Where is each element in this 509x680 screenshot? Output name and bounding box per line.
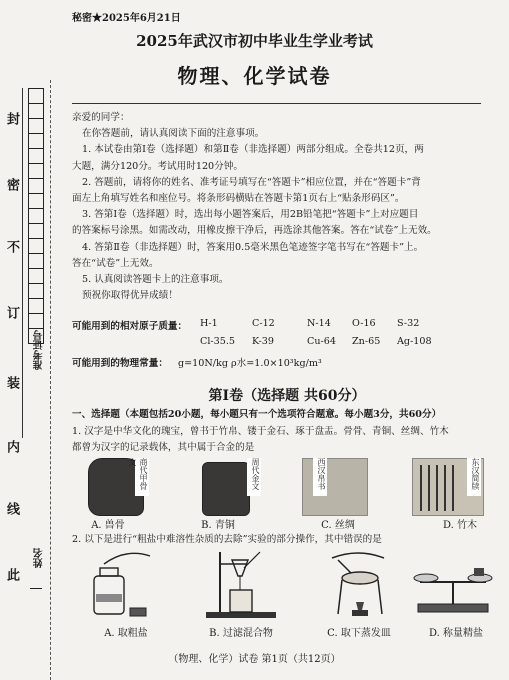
atomic-mass-label: 可能用到的相对原子质量： bbox=[72, 321, 188, 332]
exam-number-label: 准考证号 bbox=[34, 330, 45, 370]
instruction-line: 面左上角填写姓名和座位号。将条形码横贴在答题卡第1页右上“贴条形码区”。 bbox=[72, 193, 405, 205]
name-underline bbox=[30, 588, 42, 589]
secret-date: 秘密★2025年6月21日 bbox=[72, 13, 181, 24]
seal-char-5: 装 bbox=[4, 376, 19, 389]
instruction-line: 2. 答题前，请将你的姓名、准考证号填写在“答题卡”相应位置，并在“答题卡”背 bbox=[82, 176, 421, 188]
q1-option-d[interactable]: D. 竹木 bbox=[442, 520, 478, 531]
spoon-bottle-icon bbox=[86, 550, 166, 620]
q1-b-inset: 周代金文 bbox=[247, 458, 261, 496]
q2-option-d[interactable]: D. 称量精盐 bbox=[428, 628, 484, 639]
instruction-line: 4. 答第Ⅱ卷（非选择题）时，答案用0.5毫米黑色笔迹签字笔书写在“答题卡”上。 bbox=[82, 241, 424, 253]
bronze-vessel-image bbox=[202, 462, 250, 516]
seal-char-7: 线 bbox=[4, 502, 19, 515]
q1-text-line1: 1. 汉字是中华文化的瑰宝，曾书于竹帛、镂于金石、琢于盘盂。骨骨、青铜、丝绸、竹木 bbox=[72, 426, 449, 437]
section-title: 第Ⅰ卷（选择题 共60分） bbox=[208, 388, 366, 404]
q1-a-inset: 商代甲骨文 bbox=[135, 458, 149, 496]
q1-c-inset: 西汉帛书 bbox=[313, 458, 327, 496]
q2-text: 2. 以下是进行“粗盐中难溶性杂质的去除”实验的部分操作，其中错误的是 bbox=[72, 534, 382, 545]
evaporation-apparatus-icon bbox=[318, 548, 398, 620]
q2-option-b[interactable]: B. 过滤混合物 bbox=[209, 628, 273, 639]
paper-title: 物理、化学试卷 bbox=[177, 64, 332, 88]
seal-char-6: 内 bbox=[4, 440, 19, 453]
mass-s: S-32 bbox=[397, 318, 420, 329]
section-intro: 一、选择题（本题包括20小题，每小题只有一个选项符合题意。每小题3分，共60分） bbox=[72, 409, 442, 420]
silk-scroll-image bbox=[302, 458, 368, 516]
seal-char-4: 订 bbox=[4, 306, 19, 319]
mass-h: H-1 bbox=[200, 318, 218, 329]
physical-constant-label: 可能用到的物理常量： bbox=[72, 358, 168, 369]
page-footer: （物理、化学）试卷 第1页（共12页） bbox=[168, 654, 341, 665]
seal-char-3: 不 bbox=[4, 240, 19, 253]
instruction-line: 3. 答第Ⅰ卷（选择题）时，选出每小题答案后，用2B铅笔把“答题卡”上对应题目 bbox=[82, 209, 419, 221]
mass-ag: Ag-108 bbox=[397, 336, 432, 347]
instruction-line: 的答案标号涂黑。如需改动，用橡皮擦干净后，再选涂其他答案。答在“试卷”上无效。 bbox=[72, 225, 437, 237]
instruction-line: 1. 本试卷由第Ⅰ卷（选择题）和第Ⅱ卷（非选择题）两部分组成。全卷共12页，两 bbox=[82, 144, 424, 156]
intro-line: 在你答题前，请认真阅读下面的注意事项。 bbox=[82, 128, 265, 140]
name-label: 姓名 bbox=[34, 548, 45, 568]
seal-char-2: 密 bbox=[4, 178, 19, 191]
mass-n: N-14 bbox=[307, 318, 331, 329]
instruction-line: 答在“试卷”上无效。 bbox=[72, 257, 159, 269]
seal-char-8: 此 bbox=[4, 568, 19, 581]
exam-title: 2025年武汉市初中毕业生学业考试 bbox=[136, 32, 373, 50]
q1-option-c[interactable]: C. 丝绸 bbox=[321, 520, 355, 531]
instruction-line: 大题，满分120分。考试用时120分钟。 bbox=[72, 160, 243, 172]
q1-option-b[interactable]: B. 青铜 bbox=[201, 520, 235, 531]
mass-k: K-39 bbox=[252, 336, 274, 347]
mass-zn: Zn-65 bbox=[352, 336, 381, 347]
balance-scale-icon bbox=[408, 556, 498, 616]
greeting: 亲爱的同学： bbox=[72, 112, 130, 123]
mass-c: C-12 bbox=[252, 318, 275, 329]
mass-o: O-16 bbox=[352, 318, 376, 329]
binding-strip bbox=[0, 0, 62, 680]
instruction-line: 5. 认真阅读答题卡上的注意事项。 bbox=[82, 274, 229, 286]
q1-text-line2: 都曾为汉字的记录载体，其中属于合金的是 bbox=[72, 442, 255, 453]
q1-option-a[interactable]: A. 兽骨 bbox=[91, 520, 125, 531]
instructions bbox=[72, 110, 504, 304]
wish-line: 预祝你取得优异成绩！ bbox=[82, 290, 178, 302]
mass-cl: Cl-35.5 bbox=[200, 336, 236, 347]
solid-line-inner bbox=[22, 88, 23, 438]
q1-d-inset: 东汉简牍 bbox=[467, 458, 481, 496]
filtration-apparatus-icon bbox=[200, 548, 280, 620]
dashed-line-outer bbox=[50, 80, 51, 680]
q2-option-a[interactable]: A. 取粗盐 bbox=[104, 628, 148, 639]
mass-cu: Cu-64 bbox=[307, 336, 336, 347]
q2-option-c[interactable]: C. 取下蒸发皿 bbox=[327, 628, 391, 639]
seal-char-1: 封 bbox=[4, 112, 19, 125]
physical-constant-values: g=10N/kg ρ水=1.0×10³kg/m³ bbox=[178, 358, 322, 369]
exam-number-boxes[interactable] bbox=[28, 88, 44, 344]
title-rule bbox=[72, 103, 481, 104]
